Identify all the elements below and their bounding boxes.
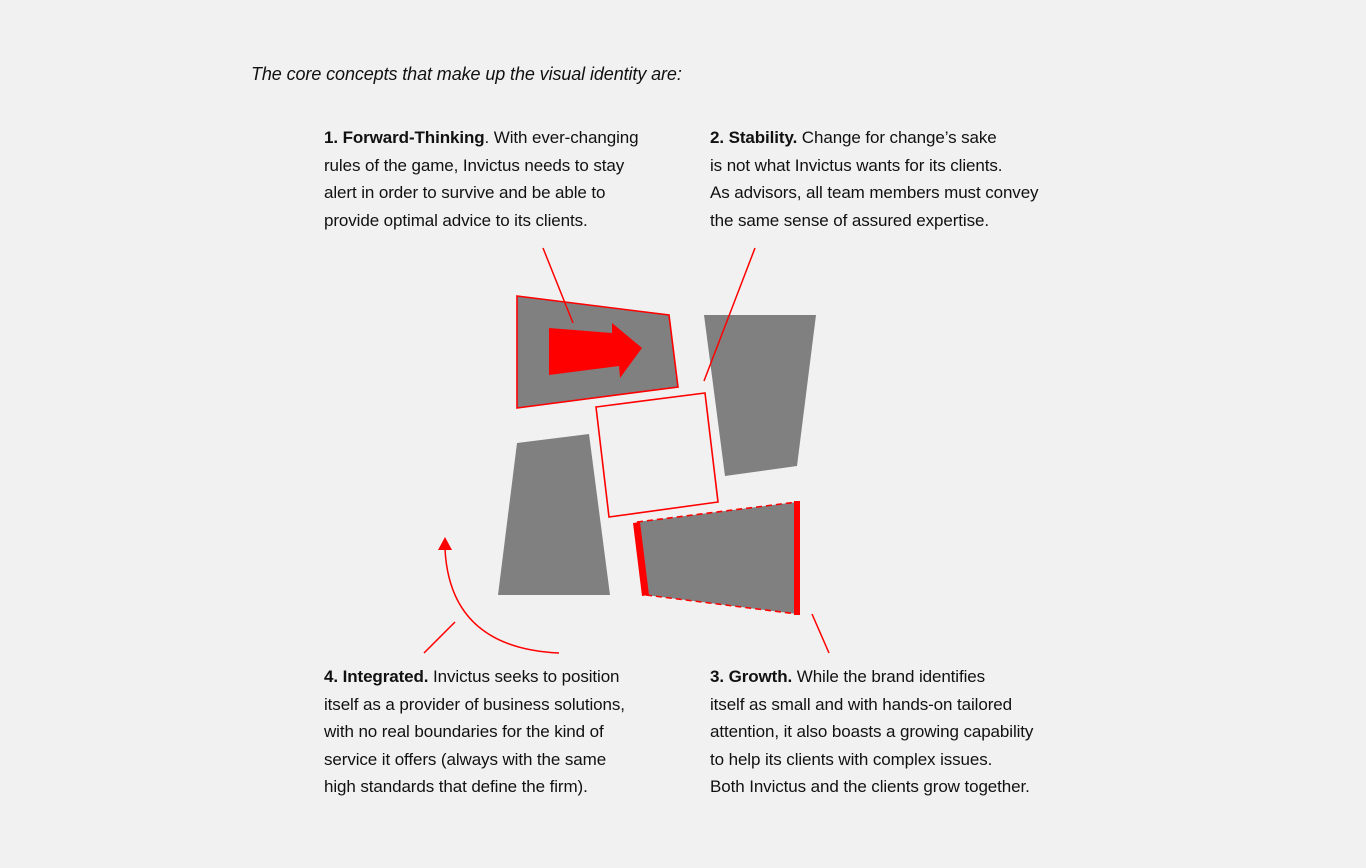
concept-text: service it offers (always with the same xyxy=(324,749,607,769)
concept-title: 2. Stability. xyxy=(710,128,798,147)
curved-arrow-head-icon xyxy=(438,537,452,550)
intro-text: The core concepts that make up the visual identity are: xyxy=(251,64,682,84)
concept-title: 3. Growth. xyxy=(710,667,793,686)
concept-text: to help its clients with complex issues. xyxy=(710,749,993,769)
concept-text: high standards that define the firm). xyxy=(324,777,588,797)
concept-text: Invictus seeks to position xyxy=(428,667,620,686)
concept-title: 4. Integrated. xyxy=(324,667,429,686)
integrated-shape xyxy=(498,434,610,595)
pointer-line-growth xyxy=(812,614,829,653)
concept-text: rules of the game, Invictus needs to stay xyxy=(324,155,625,175)
pointer-line-integrated xyxy=(424,622,455,653)
concept-text: itself as small and with hands-on tailored xyxy=(710,694,1012,714)
concept-title: 1. Forward-Thinking xyxy=(324,128,485,147)
growth-right-edge xyxy=(794,501,800,615)
concept-text: . With ever-changing xyxy=(484,128,639,147)
concept-text: Change for change’s sake xyxy=(797,128,997,147)
concept-text: As advisors, all team members must convey xyxy=(710,183,1039,203)
concept-text: itself as a provider of business solutions, xyxy=(324,694,625,714)
concept-text: the same sense of assured expertise. xyxy=(710,210,989,230)
concept-text: Both Invictus and the clients grow together. xyxy=(710,777,1030,797)
concept-text: with no real boundaries for the kind of xyxy=(324,722,604,742)
concept-text: While the brand identifies xyxy=(792,667,986,686)
concept-text: attention, it also boasts a growing capability xyxy=(710,722,1034,742)
concept-text: alert in order to survive and be able to xyxy=(324,183,606,203)
concept-text: is not what Invictus wants for its clients. xyxy=(710,155,1003,175)
concept-text: provide optimal advice to its clients. xyxy=(324,210,588,230)
center-outline-square xyxy=(596,393,718,517)
